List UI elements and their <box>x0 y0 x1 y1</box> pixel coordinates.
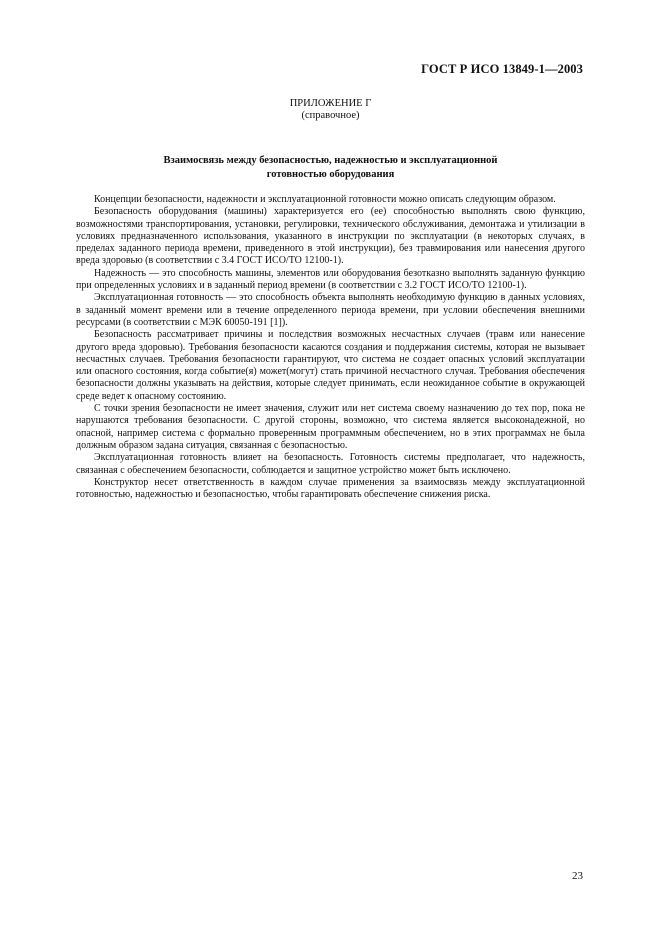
paragraph-safety-requirements: Безопасность рассматривает причины и последствия возможных несчастных случаев (травм или нанесение другого вреда здоровью). Требования безопасности касаются создания и поддержания системы, которая не вызывает несчастных случаев. Требования безопасности гарантируют, что система не создает опасных условий эксплуатации или опасного состояния, когда событие(я) может(могут) стать причиной несчастного случая. Требования обеспечения безопасности должны указывать на действия, которые следует принимать, если неожиданное событие в окружающей среде ведет к опасному состоянию. <box>76 329 585 402</box>
body-text <box>76 194 585 501</box>
section-title <box>0 154 661 182</box>
paragraph-safety-definition: Безопасность оборудования (машины) характеризуется его (ее) способностью выполнять свою функцию, возможностями транспортирования, установки, регулировки, технического обслуживания, демонтажа и утилизации в условиях предназначенного использования, указанного в инструкции по эксплуатации (в некоторых случаях, в пределах заданного периода времени, приведенного в этой инструкции), без травмирования или нанесения другого вреда здоровью (в соответствии с 3.4 ГОСТ ИСО/ТО 12100-1). <box>76 206 585 267</box>
appendix-type: (справочное) <box>301 110 360 121</box>
section-title-line-2: готовностью оборудования <box>266 169 395 180</box>
paragraph-availability-definition: Эксплуатационная готовность — это способность объекта выполнять необходимую функцию в данных условиях, в заданный момент времени или в течение определенного периода времени, при условии обеспечения внешними ресурсами (в соответствии с МЭК 60050-191 [1]). <box>76 292 585 328</box>
standard-code-header: ГОСТ Р ИСО 13849-1—2003 <box>421 62 583 76</box>
section-title-line-1: Взаимосвязь между безопасностью, надежностью и эксплуатационной <box>163 155 498 166</box>
paragraph-safety-vs-reliability: С точки зрения безопасности не имеет значения, служит или нет система своему назначению до тех пор, пока не нарушаются требования безопасности. С другой стороны, возможно, что система является высоконадежной, но опасной, например система с формально проверенным программным обеспечением, но в этих программах не была должным образом задана ситуация, связанная с безопасностью. <box>76 403 585 451</box>
page-number: 23 <box>572 870 583 882</box>
paragraph-concepts: Концепции безопасности, надежности и эксплуатационной готовности можно описать следующим образом. <box>94 194 556 205</box>
paragraph-designer-responsibility: Конструктор несет ответственность в каждом случае применения за взаимосвязь между эксплуатационной готовностью, надежностью и безопасностью, чтобы гарантировать обеспечение снижения риска. <box>76 476 585 501</box>
appendix-heading <box>0 98 661 122</box>
paragraph-availability-impact: Эксплуатационная готовность влияет на безопасность. Готовность системы предполагает, что надежность, связанная с обеспечением безопасности, соблюдается и защитное устройство может быть исключено. <box>76 452 585 476</box>
appendix-label: ПРИЛОЖЕНИЕ Г <box>289 98 372 109</box>
paragraph-reliability-definition: Надежность — это способность машины, элементов или оборудования безотказно выполнять заданную функцию при определенных условиях и в заданный период времени (в соответствии с 3.2 ГОСТ ИСО/ТО 12100-1). <box>76 267 585 292</box>
